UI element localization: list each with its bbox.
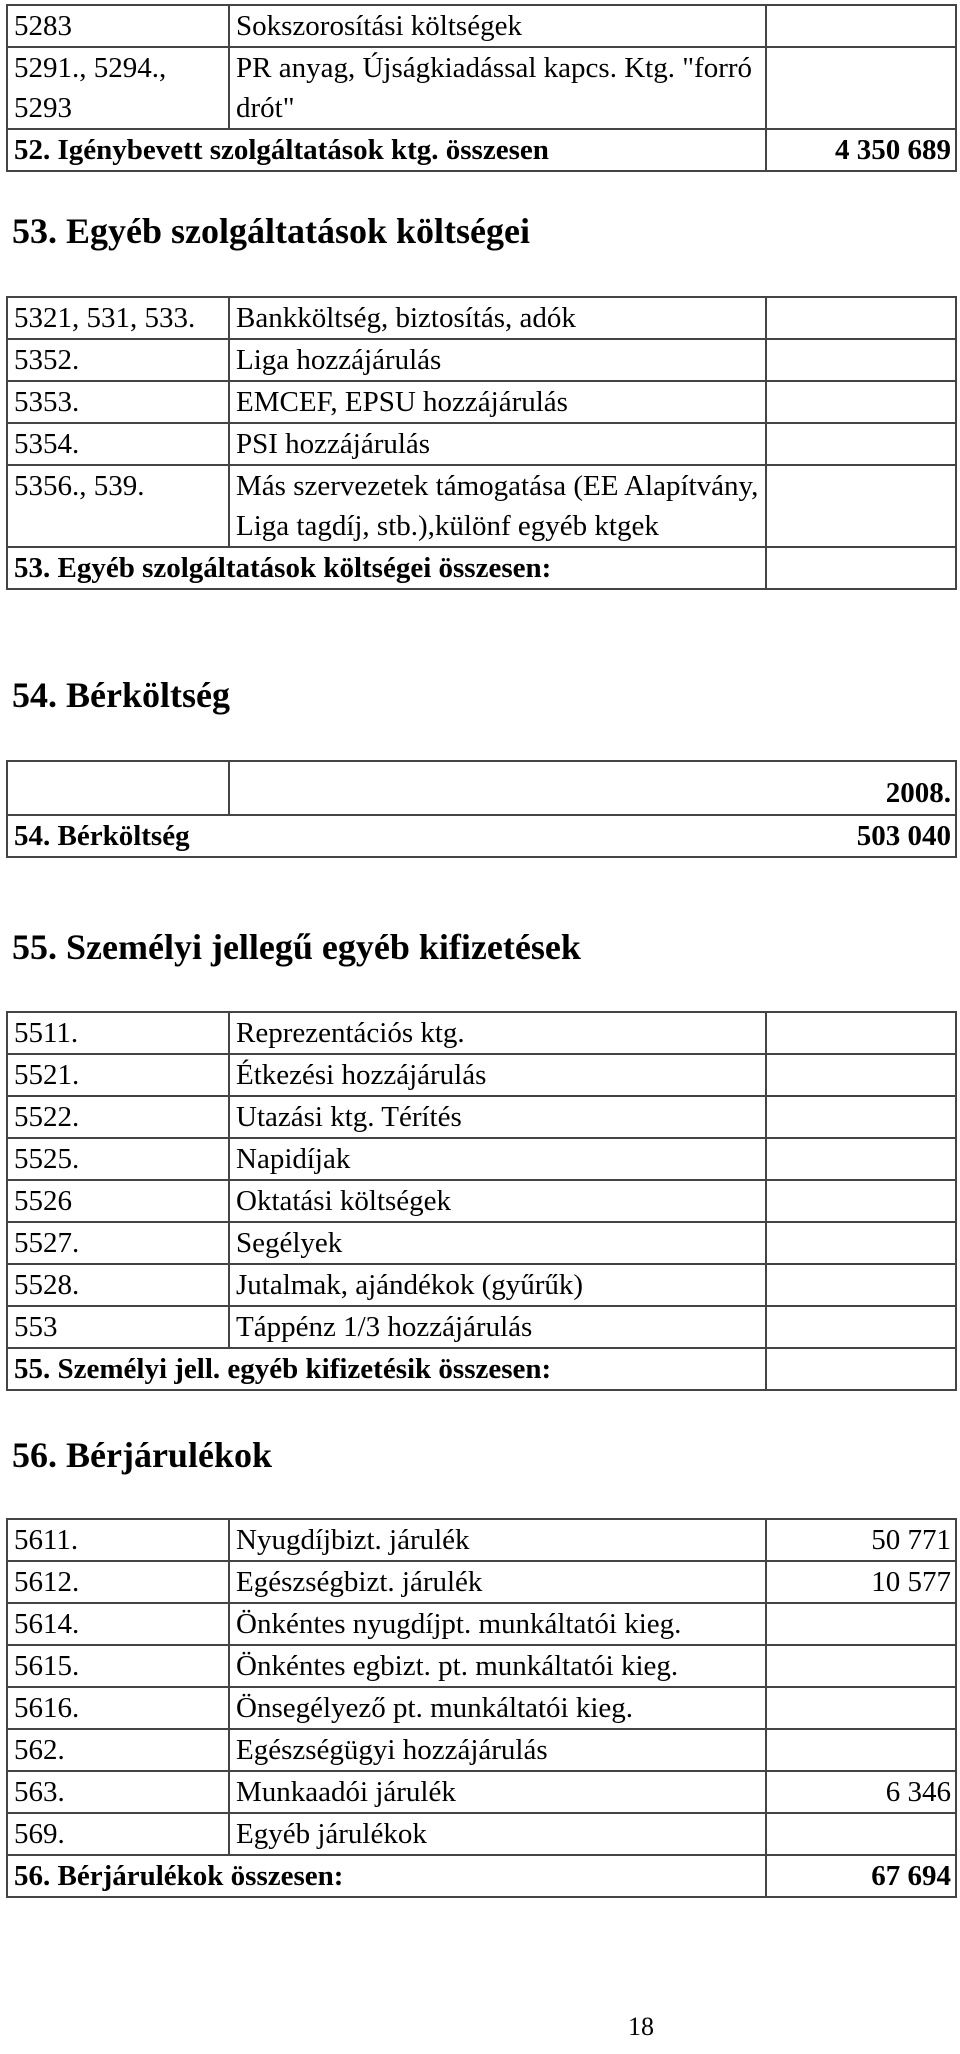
row-value — [766, 1138, 956, 1180]
row-code: 5615. — [7, 1645, 229, 1687]
table-row — [7, 1222, 956, 1264]
row-label: Önsegélyező pt. munkáltatói kieg. — [229, 1687, 766, 1729]
total-label: 56. Bérjárulékok összesen: — [7, 1855, 766, 1897]
row-value: 50 771 — [766, 1519, 956, 1561]
table-row — [7, 1771, 956, 1813]
row-value — [766, 381, 956, 423]
row-code: 5283 — [7, 5, 229, 47]
section-heading-53: 53. Egyéb szolgáltatások költségei — [12, 211, 530, 251]
table-row — [7, 815, 956, 857]
table-row — [7, 1687, 956, 1729]
total-row — [7, 1855, 956, 1897]
row-value — [766, 423, 956, 465]
year-header: 2008. — [229, 761, 956, 815]
row-value — [766, 339, 956, 381]
row-label: Egyéb járulékok — [229, 1813, 766, 1855]
row-code: 5354. — [7, 423, 229, 465]
table-row — [7, 465, 956, 547]
table-row — [7, 1138, 956, 1180]
row-label: Munkaadói járulék — [229, 1771, 766, 1813]
row-code: 5525. — [7, 1138, 229, 1180]
row-code: 5353. — [7, 381, 229, 423]
row-label: Segélyek — [229, 1222, 766, 1264]
table-row — [7, 47, 956, 129]
table-row — [7, 1306, 956, 1348]
row-label: Önkéntes nyugdíjpt. munkáltatói kieg. — [229, 1603, 766, 1645]
row-code: 5321, 531, 533. — [7, 297, 229, 339]
row-label: Bankköltség, biztosítás, adók — [229, 297, 766, 339]
row-code: 5527. — [7, 1222, 229, 1264]
row-label: 54. Bérköltség — [14, 820, 190, 852]
row-code: 5522. — [7, 1096, 229, 1138]
row-label: Étkezési hozzájárulás — [229, 1054, 766, 1096]
row-value — [766, 1687, 956, 1729]
total-row — [7, 1348, 956, 1390]
table-row — [7, 339, 956, 381]
row-value — [766, 1012, 956, 1054]
total-row — [7, 129, 956, 171]
table-row — [7, 297, 956, 339]
total-value: 4 350 689 — [766, 129, 956, 171]
section-heading-56: 56. Bérjárulékok — [12, 1435, 272, 1475]
row-label: Nyugdíjbizt. járulék — [229, 1519, 766, 1561]
total-value: 67 694 — [766, 1855, 956, 1897]
total-label: 55. Személyi jell. egyéb kifizetésik összesen: — [7, 1348, 766, 1390]
table-row — [7, 1012, 956, 1054]
table-section-53 — [6, 296, 957, 590]
row-code: 563. — [7, 1771, 229, 1813]
table-row — [7, 1813, 956, 1855]
table-section-56 — [6, 1518, 957, 1898]
row-code: 5356., 539. — [7, 465, 229, 547]
row-label: Önkéntes egbizt. pt. munkáltatói kieg. — [229, 1645, 766, 1687]
row-value — [766, 1180, 956, 1222]
row-value — [766, 297, 956, 339]
row-label: Reprezentációs ktg. — [229, 1012, 766, 1054]
row-value — [766, 1222, 956, 1264]
total-label: 52. Igénybevett szolgáltatások ktg. összesen — [7, 129, 766, 171]
total-label: 53. Egyéb szolgáltatások költségei összesen: — [7, 547, 766, 589]
row-value — [766, 1306, 956, 1348]
row-value — [766, 1813, 956, 1855]
row-value — [766, 1096, 956, 1138]
row-label: Táppénz 1/3 hozzájárulás — [229, 1306, 766, 1348]
row-label: PSI hozzájárulás — [229, 423, 766, 465]
table-section-55 — [6, 1011, 957, 1391]
row-label: Utazási ktg. Térítés — [229, 1096, 766, 1138]
row-label: Oktatási költségek — [229, 1180, 766, 1222]
row-label: Egészségbizt. járulék — [229, 1561, 766, 1603]
table-row — [7, 5, 956, 47]
page-number: 18 — [628, 2012, 654, 2041]
row-code: 5616. — [7, 1687, 229, 1729]
section-heading-54: 54. Bérköltség — [12, 675, 230, 715]
table-row — [7, 1561, 956, 1603]
table-row — [7, 423, 956, 465]
table-row — [7, 1519, 956, 1561]
row-code: 5352. — [7, 339, 229, 381]
table-section-52 — [6, 4, 957, 172]
row-label: Egészségügyi hozzájárulás — [229, 1729, 766, 1771]
row-label: PR anyag, Újságkiadással kapcs. Ktg. "forró drót" — [229, 47, 766, 129]
row-code: 5614. — [7, 1603, 229, 1645]
row-value: 10 577 — [766, 1561, 956, 1603]
row-code: 5291., 5294., 5293 — [7, 47, 229, 129]
row-code: 5511. — [7, 1012, 229, 1054]
table-row — [7, 1096, 956, 1138]
table-row — [7, 1603, 956, 1645]
row-label: Jutalmak, ajándékok (gyűrűk) — [229, 1264, 766, 1306]
year-header-row — [7, 761, 956, 815]
row-code: 5612. — [7, 1561, 229, 1603]
table-row — [7, 1264, 956, 1306]
row-code: 5521. — [7, 1054, 229, 1096]
row-code: 562. — [7, 1729, 229, 1771]
table-row — [7, 1645, 956, 1687]
table-section-54 — [6, 760, 957, 858]
row-value — [766, 5, 956, 47]
table-row — [7, 1729, 956, 1771]
row-label: EMCEF, EPSU hozzájárulás — [229, 381, 766, 423]
row-value — [766, 1054, 956, 1096]
row-value: 6 346 — [766, 1771, 956, 1813]
row-value — [766, 47, 956, 129]
wage-row — [7, 815, 956, 857]
row-code: 5611. — [7, 1519, 229, 1561]
row-value — [766, 465, 956, 547]
row-code: 5528. — [7, 1264, 229, 1306]
total-row — [7, 547, 956, 589]
row-value — [766, 1645, 956, 1687]
row-label: Liga hozzájárulás — [229, 339, 766, 381]
table-row — [7, 1054, 956, 1096]
row-code: 553 — [7, 1306, 229, 1348]
table-row — [7, 1180, 956, 1222]
row-value — [766, 1603, 956, 1645]
row-label: Más szervezetek támogatása (EE Alapítvány, Liga tagdíj, stb.),különf egyéb ktgek — [229, 465, 766, 547]
total-value — [766, 547, 956, 589]
row-value: 503 040 — [856, 820, 951, 852]
section-heading-55: 55. Személyi jellegű egyéb kifizetések — [12, 927, 581, 967]
row-label: Sokszorosítási költségek — [229, 5, 766, 47]
row-value — [766, 1729, 956, 1771]
row-value — [766, 1264, 956, 1306]
year-header-empty — [7, 761, 229, 815]
row-label: Napidíjak — [229, 1138, 766, 1180]
total-value — [766, 1348, 956, 1390]
table-row — [7, 381, 956, 423]
row-code: 569. — [7, 1813, 229, 1855]
row-code: 5526 — [7, 1180, 229, 1222]
